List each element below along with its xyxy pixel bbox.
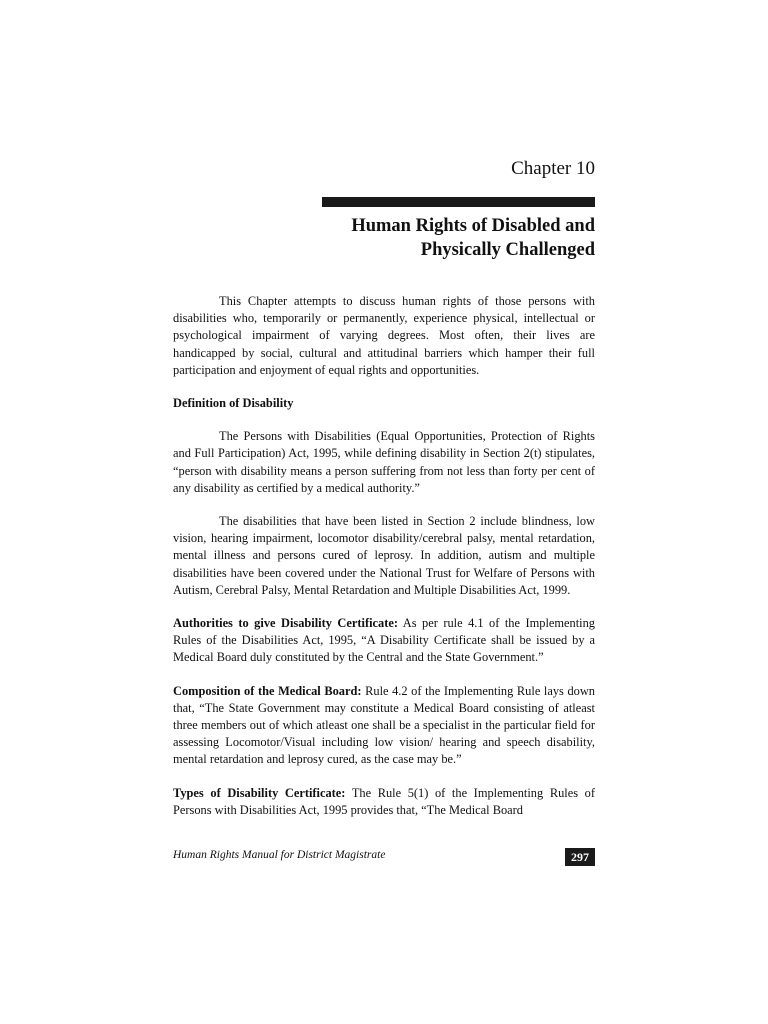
definition-paragraph: The Persons with Disabilities (Equal Opportunities, Protection of Rights and Full Participation) Act, 1995, while defining disability in Section 2(t) stipulates, “person with disability means a person suffering from not less than forty per cent of any disability as certified by a medical authority.” — [173, 429, 595, 495]
types-label: Types of Disability Certificate: — [173, 785, 346, 800]
intro-paragraph: This Chapter attempts to discuss human rights of those persons with disabilities who, temporarily or permanently, experience physical, intellectual or psychological impairment of varying degrees. Most often, their lives are handicapped by social, cultural and attitudinal barriers which hamper their full participation and enjoyment of equal rights and opportunities. — [173, 294, 595, 377]
listed-disabilities-paragraph: The disabilities that have been listed in Section 2 include blindness, low vision, hearing impairment, locomotor disability/cerebral palsy, mental retardation, mental illness and persons cured of leprosy. In addition, autism and multiple disabilities have been covered under the National Trust for Welfare of Persons with Autism, Cerebral Palsy, Mental Retardation and Multiple Disabilities Act, 1999. — [173, 514, 595, 597]
chapter-label: Chapter 10 — [511, 158, 595, 179]
chapter-title: Human Rights of Disabled and Physically Challenged — [351, 216, 595, 260]
types-paragraph — [173, 785, 595, 819]
authorities-text: As per rule 4.1 of the Implementing Rules of the Disabilities Act, 1995, “A Disability Certificate shall be issued by a Medical Board duly constituted by the Central and the State Government.” — [173, 616, 595, 665]
composition-text: Rule 4.2 of the Implementing Rule lays down that, “The State Government may constitute a Medical Board consisting of atleast three members out of which atleast one shall be a specialist in the particular field for assessing Locomotor/Visual including low vision/ hearing and speech disability, mental retardation and leprosy cured, as the case may be.” — [173, 683, 595, 767]
composition-label: Composition of the Medical Board: — [173, 683, 362, 698]
chapter-rule — [322, 197, 595, 207]
section-heading: Definition of Disability — [173, 396, 294, 411]
composition-paragraph — [173, 683, 595, 769]
authorities-label: Authorities to give Disability Certificate: — [173, 616, 398, 631]
document-page — [173, 0, 595, 1024]
types-text: The Rule 5(1) of the Implementing Rules of Persons with Disabilities Act, 1995 provides that, “The Medical Board — [173, 785, 595, 817]
footer-book-title: Human Rights Manual for District Magistrate — [173, 849, 386, 861]
page-number: 297 — [565, 848, 595, 866]
page-footer — [173, 848, 595, 866]
document-body — [173, 293, 595, 835]
authorities-paragraph — [173, 615, 595, 667]
